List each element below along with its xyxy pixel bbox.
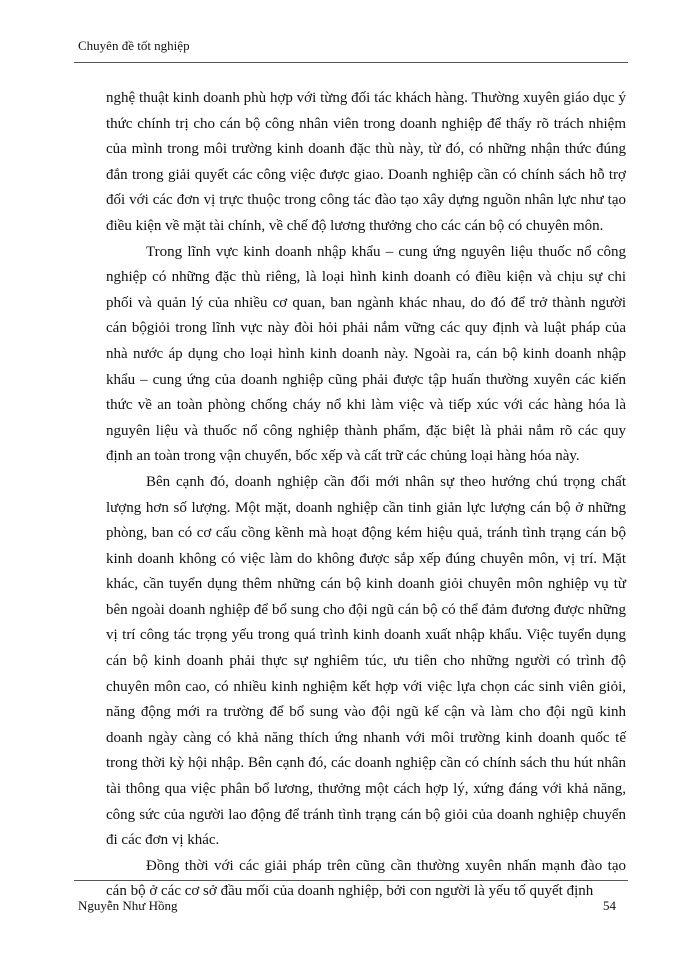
footer-author: Nguyễn Như Hồng bbox=[78, 898, 178, 913]
page-number: 54 bbox=[603, 898, 616, 913]
document-body bbox=[106, 86, 626, 905]
paragraph-1: nghệ thuật kinh doanh phù hợp với từng đối tác khách hàng. Thường xuyên giáo dục ý thức chính trị cho cán bộ công nhân viên trong doanh nghiệp để thấy rõ trách nhiệm của mình trong môi trường kinh doanh đặc thù này, từ đó, có những nhận thức đúng đắn trong giải quyết các công việc được giao. Doanh nghiệp cần có chính sách hỗ trợ đối với các đơn vị trực thuộc trong công tác đào tạo xây dựng nguồn nhân lực như tạo điều kiện về mặt tài chính, về chế độ lương thưởng cho các cán bộ có chuyên môn. bbox=[106, 90, 626, 234]
footer-divider bbox=[74, 880, 628, 881]
page-header-title: Chuyên đề tốt nghiệp bbox=[78, 38, 190, 53]
paragraph-2: Trong lĩnh vực kinh doanh nhập khẩu – cung ứng nguyên liệu thuốc nổ công nghiệp có những đặc thù riêng, là loại hình kinh doanh có điều kiện và chịu sự chi phối và quản lý của nhiều cơ quan, ban ngành khác nhau, do đó để trở thành người cán bộgiỏi trong lĩnh vực này đòi hỏi phải nắm vững các quy định và luật pháp của nhà nước áp dụng cho loại hình kinh doanh này. Ngoài ra, cán bộ kinh doanh nhập khẩu – cung ứng của doanh nghiệp cũng phải được tập huấn thường xuyên các kiến thức về an toàn phòng chống cháy nổ khi làm việc và tiếp xúc với các hàng hóa là nguyên liệu và thuốc nổ công nghiệp thành phẩm, đặc biệt là phải nắm rõ các quy định an toàn trong vận chuyển, bốc xếp và cất trữ các chủng loại hàng hóa này. bbox=[106, 243, 626, 465]
header-divider bbox=[74, 62, 628, 63]
paragraph-4: Đồng thời với các giải pháp trên cũng cần thường xuyên nhấn mạnh đào tạo cán bộ ở các cơ sở đầu mối của doanh nghiệp, bởi con người là yếu tố quyết định bbox=[106, 857, 626, 900]
paragraph-3: Bên cạnh đó, doanh nghiệp cần đổi mới nhân sự theo hướng chú trọng chất lượng hơn số lượng. Một mặt, doanh nghiệp cần tinh giản lực lượng cán bộ ở những phòng, ban có cơ cấu cồng kềnh mà hoạt động kém hiệu quả, tránh tình trạng cán bộ kinh doanh không có việc làm do không được sắp xếp đúng chuyên môn, vị trí. Mặt khác, cần tuyển dụng thêm những cán bộ kinh doanh giỏi chuyên môn nghiệp vụ từ bên ngoài doanh nghiệp để bổ sung cho đội ngũ cán bộ có thể đảm đương được những vị trí công tác trọng yếu trong quá trình kinh doanh xuất nhập khẩu. Việc tuyển dụng cán bộ kinh doanh phải thực sự nghiêm túc, ưu tiên cho những người có trình độ chuyên môn cao, có nhiều kinh nghiệm kết hợp với việc lựa chọn các sinh viên giỏi, năng động mới ra trường để bổ sung vào đội ngũ kế cận và làm cho đội ngũ kinh doanh ngày càng có khả năng thích ứng nhanh với môi trường kinh doanh quốc tế trong thời kỳ hội nhập. Bên cạnh đó, các doanh nghiệp cần có chính sách thu hút nhân tài thông qua việc phân bổ lương, thưởng một cách hợp lý, xứng đáng với khả năng, công sức của người lao động để tránh tình trạng cán bộ giỏi của doanh nghiệp chuyển đi các đơn vị khác. bbox=[106, 473, 626, 849]
